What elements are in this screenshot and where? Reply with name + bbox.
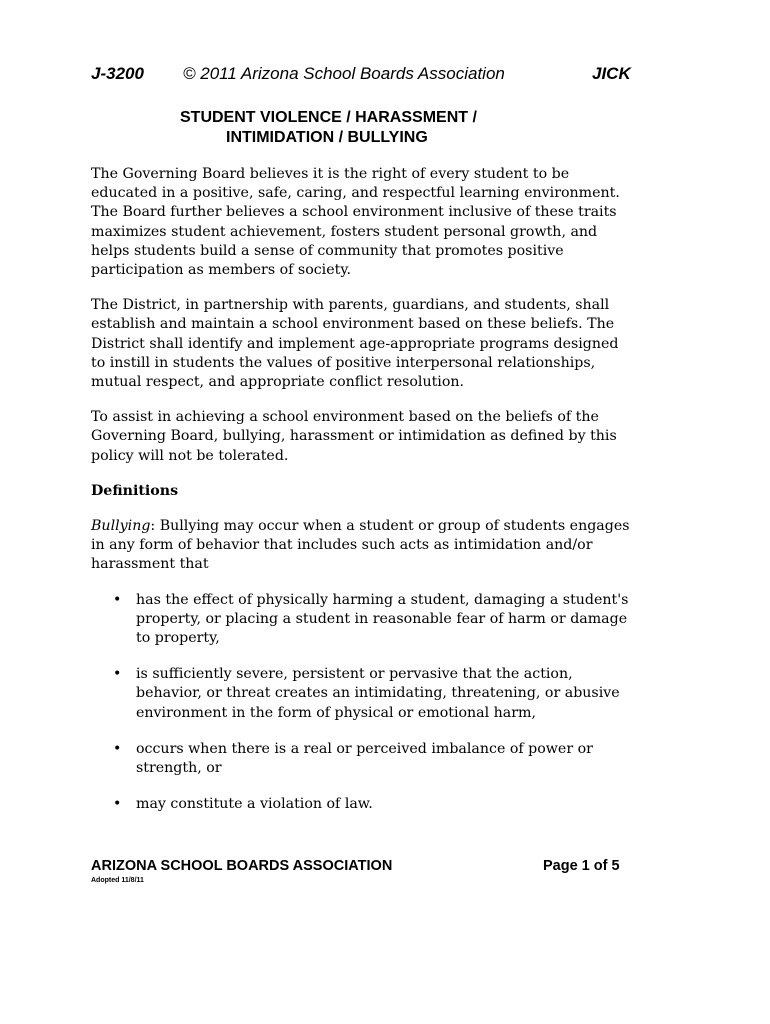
policy-code: JICK bbox=[592, 64, 631, 83]
policy-body bbox=[91, 165, 636, 831]
bullying-definition bbox=[91, 517, 636, 575]
paragraph: The District, in partnership with parents, guardians, and students, shall establish and maintain a school environment based on these beliefs. The District shall identify and implement age-appropriate programs designed to instill in students the values of positive interpersonal relationships, mutual respect, and appropriate conflict resolution. bbox=[91, 297, 619, 391]
list-item-text: is sufficiently severe, persistent or pervasive that the action, behavior, or threat creates an intimidating, threatening, or abusive environment in the form of physical or emotional harm, bbox=[136, 666, 620, 721]
list-item bbox=[91, 740, 636, 778]
paragraph: The Governing Board believes it is the right of every student to be educated in a positive, safe, caring, and respectful learning environment. The Board further believes a school environment inclusive of these traits maximizes student achievement, fosters student personal growth, and helps students build a sense of community that promotes positive participation as members of society. bbox=[91, 166, 620, 279]
list-item bbox=[91, 591, 636, 649]
bullet-icon: • bbox=[113, 796, 122, 813]
paragraph: To assist in achieving a school environment based on the beliefs of the Governing Board, bullying, harassment or intimidation as defined by this policy will not be tolerated. bbox=[91, 409, 617, 464]
policy-number: J-3200 bbox=[91, 64, 144, 83]
page-title bbox=[91, 108, 571, 148]
footer-organization: ARIZONA SCHOOL BOARDS ASSOCIATION bbox=[91, 858, 393, 874]
list-item bbox=[91, 665, 636, 723]
list-item-text: may constitute a violation of law. bbox=[136, 796, 373, 813]
bullying-definition-text: : Bullying may occur when a student or group of students engages in any form of behavior that includes such acts as intimidation and/or harassment that bbox=[91, 518, 630, 573]
bullying-term: Bullying bbox=[91, 518, 151, 535]
title-line-2: INTIMIDATION / BULLYING bbox=[226, 129, 428, 146]
list-item-text: has the effect of physically harming a student, damaging a student's property, or placing a student in reasonable fear of harm or damage to property, bbox=[136, 591, 629, 647]
adopted-date: Adopted 11/8/11 bbox=[91, 877, 144, 884]
list-item bbox=[91, 795, 636, 814]
bullet-icon: • bbox=[113, 591, 122, 608]
copyright-notice: © 2011 Arizona School Boards Association bbox=[183, 64, 505, 83]
title-line-1: STUDENT VIOLENCE / HARASSMENT / bbox=[180, 109, 477, 126]
definitions-heading: Definitions bbox=[91, 482, 179, 499]
bullet-icon: • bbox=[113, 666, 122, 683]
bullying-criteria-list bbox=[91, 591, 636, 815]
bullet-icon: • bbox=[113, 740, 122, 757]
list-item-text: occurs when there is a real or perceived imbalance of power or strength, or bbox=[136, 740, 593, 777]
page-number: Page 1 of 5 bbox=[543, 858, 620, 874]
